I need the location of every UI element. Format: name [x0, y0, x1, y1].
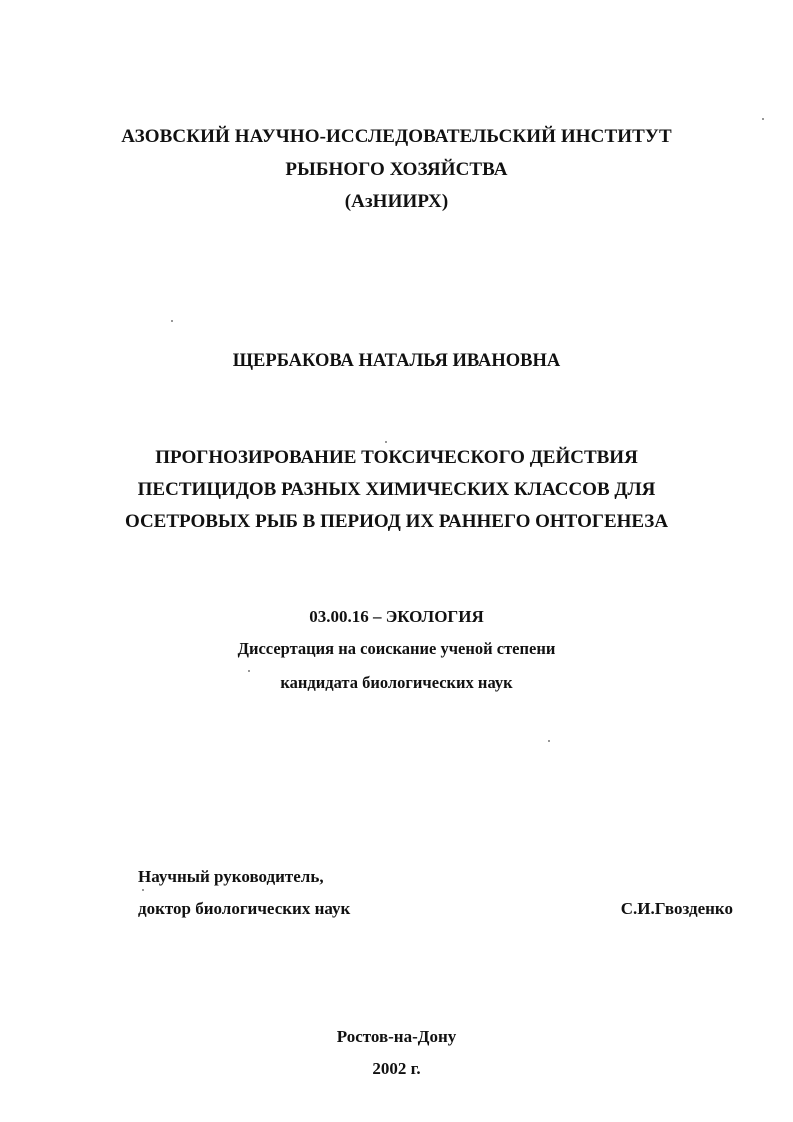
- scan-speck: [142, 889, 144, 891]
- institute-name-line1: АЗОВСКИЙ НАУЧНО-ИССЛЕДОВАТЕЛЬСКИЙ ИНСТИТУТ: [121, 126, 672, 147]
- supervisor-degree: доктор биологических наук: [138, 899, 351, 918]
- scan-speck: [171, 320, 173, 322]
- scan-speck: [248, 670, 250, 672]
- degree-line1: Диссертация на соискание ученой степени: [237, 639, 556, 658]
- dissertation-title-line1: ПРОГНОЗИРОВАНИЕ ТОКСИЧЕСКОГО ДЕЙСТВИЯ: [155, 447, 638, 468]
- specialty-code: 03.00.16 – ЭКОЛОГИЯ: [309, 607, 484, 626]
- scan-speck: [762, 118, 764, 120]
- supervisor-name: С.И.Гвозденко: [620, 899, 733, 918]
- supervisor-role: Научный руководитель,: [138, 867, 324, 886]
- year: 2002 г.: [372, 1059, 421, 1078]
- scan-speck: [385, 441, 387, 443]
- dissertation-title-line2: ПЕСТИЦИДОВ РАЗНЫХ ХИМИЧЕСКИХ КЛАССОВ ДЛЯ: [137, 479, 656, 500]
- scan-speck: [548, 740, 550, 742]
- institute-name-line2: РЫБНОГО ХОЗЯЙСТВА: [285, 159, 508, 180]
- degree-line2: кандидата биологических наук: [280, 673, 513, 692]
- author-name: ЩЕРБАКОВА НАТАЛЬЯ ИВАНОВНА: [232, 351, 561, 371]
- institute-abbreviation: (АзНИИРХ): [344, 191, 449, 212]
- dissertation-title-line3: ОСЕТРОВЫХ РЫБ В ПЕРИОД ИХ РАННЕГО ОНТОГЕНЕЗА: [124, 511, 669, 532]
- city: Ростов-на-Дону: [336, 1027, 457, 1046]
